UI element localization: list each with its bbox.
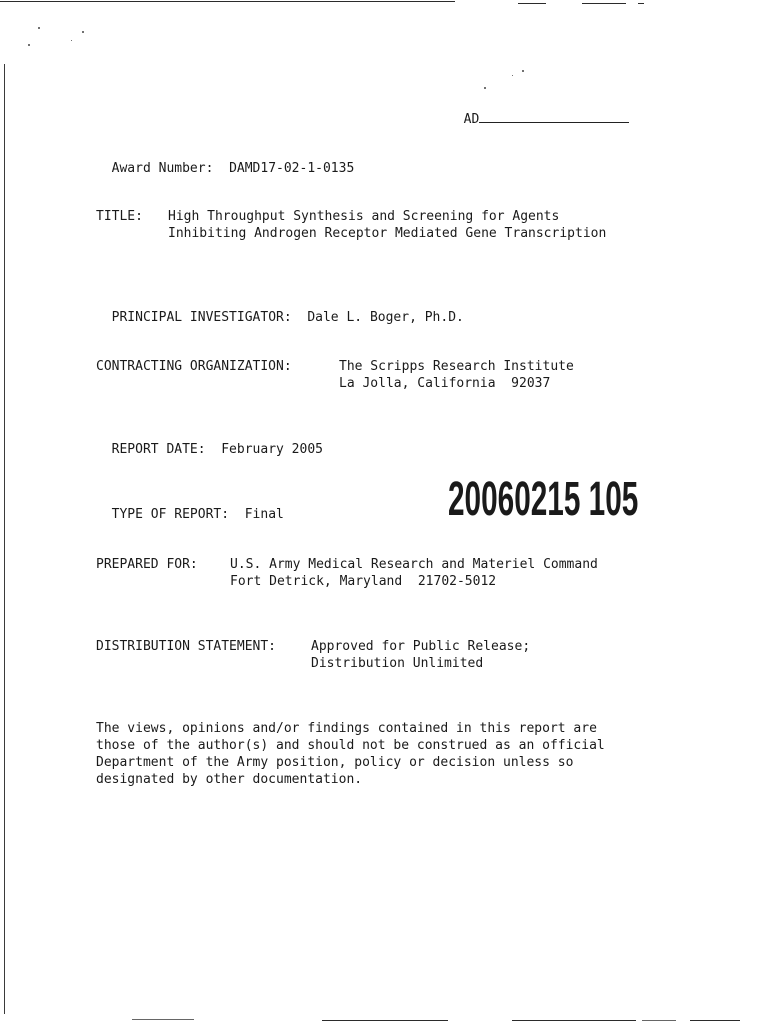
title-line: Inhibiting Androgen Receptor Mediated Gene Transcription <box>168 226 607 241</box>
report-type <box>96 489 284 523</box>
report-date <box>96 424 323 458</box>
distribution-label: DISTRIBUTION STATEMENT: <box>96 639 277 654</box>
distribution-statement <box>96 638 530 672</box>
prepared-for-line: Fort Detrick, Maryland 21702-5012 <box>230 574 497 589</box>
prepared-for <box>96 556 598 590</box>
accession-number: 20060215 105 <box>448 473 639 526</box>
scan-speck <box>28 44 30 46</box>
ad-blank-line <box>479 110 629 123</box>
prepared-for-value <box>230 556 598 590</box>
scan-speck <box>522 70 524 72</box>
title-label: TITLE: <box>96 209 143 224</box>
report-date-label: REPORT DATE: <box>111 442 206 457</box>
disclaimer <box>96 720 605 788</box>
scan-speck <box>38 27 40 29</box>
disclaimer-line: designated by other documentation. <box>96 772 363 787</box>
scan-speck <box>512 75 513 76</box>
scan-edge-bottom-2 <box>322 1020 448 1021</box>
disclaimer-line: those of the author(s) and should not be construed as an official <box>96 738 605 753</box>
scan-edge-top-left <box>0 1 455 2</box>
distribution-value <box>311 638 530 672</box>
contracting-org-label: CONTRACTING ORGANIZATION: <box>96 359 292 374</box>
scan-speck <box>484 87 486 89</box>
disclaimer-line: The views, opinions and/or findings contained in this report are <box>96 721 597 736</box>
pi-label: PRINCIPAL INVESTIGATOR: <box>111 310 292 325</box>
disclaimer-line: Department of the Army position, policy or decision unless so <box>96 755 574 770</box>
pi-value: Dale L. Boger, Ph.D. <box>307 310 464 325</box>
title-value <box>168 208 606 242</box>
contracting-org-line: La Jolla, California 92037 <box>339 376 551 391</box>
award-number <box>96 143 354 177</box>
award-number-value: DAMD17-02-1-0135 <box>229 161 355 176</box>
scan-edge-bottom-5 <box>690 1020 740 1021</box>
award-number-label: Award Number: <box>111 161 214 176</box>
report-type-label: TYPE OF REPORT: <box>111 507 230 522</box>
scan-edge-left <box>4 64 5 1014</box>
distribution-line: Approved for Public Release; <box>311 639 531 654</box>
ad-field <box>448 93 629 128</box>
scan-edge-bottom-1 <box>132 1019 194 1020</box>
report-type-value: Final <box>244 507 284 522</box>
scan-speck <box>82 31 84 33</box>
contracting-organization <box>96 358 574 392</box>
scan-edge-bottom-3 <box>512 1020 636 1021</box>
ad-label: AD <box>463 112 480 127</box>
scan-edge-top-right-1 <box>518 3 546 4</box>
report-title <box>96 208 606 242</box>
scan-speck <box>71 40 72 41</box>
principal-investigator <box>96 292 464 326</box>
contracting-org-line: The Scripps Research Institute <box>339 359 574 374</box>
contracting-org-value <box>339 358 574 392</box>
distribution-line: Distribution Unlimited <box>311 656 484 671</box>
scan-edge-top-right-3 <box>638 3 644 4</box>
scan-edge-top-right-2 <box>582 3 626 4</box>
title-line: High Throughput Synthesis and Screening for Agents <box>168 209 560 224</box>
scan-edge-bottom-4 <box>642 1020 676 1021</box>
report-date-value: February 2005 <box>221 442 323 457</box>
prepared-for-label: PREPARED FOR: <box>96 557 198 572</box>
prepared-for-line: U.S. Army Medical Research and Materiel Command <box>230 557 598 572</box>
